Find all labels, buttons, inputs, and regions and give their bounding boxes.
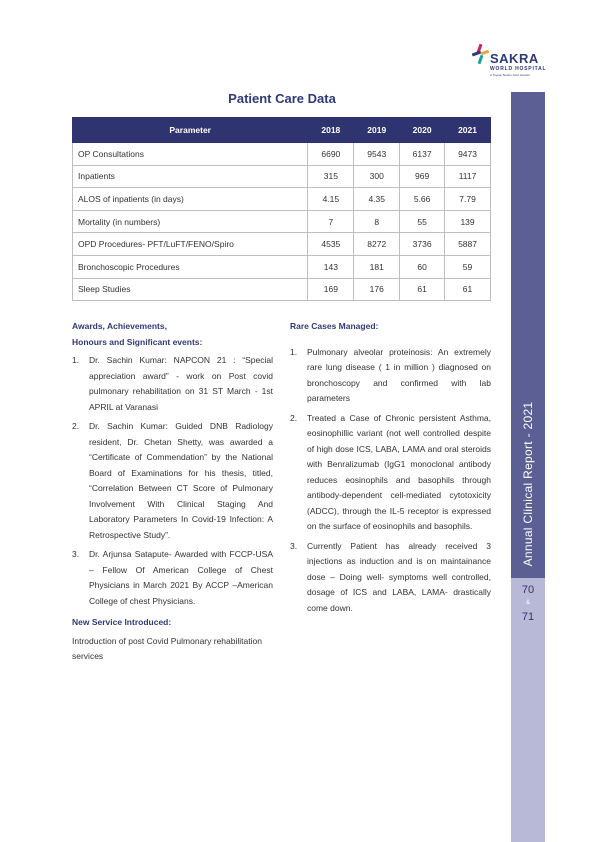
table-row [73,255,491,278]
logo-subtitle: WORLD HOSPITAL [490,66,547,72]
table-row [73,165,491,188]
table-cell: OPD Procedures- PFT/LuFT/FENO/Spiro [73,233,308,256]
table-cell: 55 [400,210,445,233]
section-heading: Honours and Significant events: [72,336,203,347]
list-number: 1. [290,346,298,357]
table-cell: Mortality (in numbers) [73,210,308,233]
table-cell: 4.15 [308,188,354,211]
table-cell: 169 [308,278,354,301]
report-title: Annual Clinical Report - 2021 [521,401,535,567]
list-number: 2. [72,421,80,431]
list-number: 1. [72,355,80,365]
table-row [73,233,491,256]
table-cell: 9543 [354,143,400,166]
awards-list [72,353,273,609]
table-cell: 300 [354,165,400,188]
table-cell: 8 [354,210,400,233]
page-number-left: 70 [521,584,535,596]
column-header: 2019 [354,118,400,143]
table-cell: 143 [308,255,354,278]
list-item-text: Pulmonary alveolar proteinosis: An extremely rare lung disease ( 1 in million ) diagnosed on bronchoscopy and confirmed with lab parameters [307,346,491,403]
table-cell: 59 [445,255,491,278]
table-cell: 4535 [308,233,354,256]
page-number-right: 71 [521,611,535,623]
table-row [73,210,491,233]
new-service-text: Introduction of post Covid Pulmonary rehabilitation services [72,635,262,661]
logo-name: SAKRA [490,51,539,66]
table-cell: 61 [400,278,445,301]
column-header: 2018 [308,118,354,143]
table-row [73,188,491,211]
table-cell: 176 [354,278,400,301]
section-heading: New Service Introduced: [72,617,172,627]
column-header: 2020 [400,118,445,143]
list-item [290,345,491,407]
table-cell: 315 [308,165,354,188]
list-item-text: Dr. Sachin Kumar: Guided DNB Radiology resident, Dr. Chetan Shetty, was awarded a “Certificate of Commendation” by the National Board of Examinations for his thesis, titled, “Correlation Between CT Score of Pulmonary Involvement With Clinical Staging And Laboratory Parameters In Covid-19 Infection: A Retrospective Study”. [89,421,273,540]
list-item [290,411,491,535]
patient-care-table [72,117,491,301]
table-row [73,278,491,301]
table-cell: 6690 [308,143,354,166]
table-cell: Sleep Studies [73,278,308,301]
list-item-text: Currently Patient has already received 3 injections as induction and is on maintainance dose – Doing well- symptoms well controlled, dosage of ICS and LABA, LAMA- drastically come down. [307,540,491,613]
page-number-amp: & [525,600,530,606]
list-number: 3. [290,540,298,551]
table-cell: Bronchoscopic Procedures [73,255,308,278]
table-cell: 9473 [445,143,491,166]
hospital-logo [470,42,550,92]
table-cell: 7 [308,210,354,233]
table-cell: 139 [445,210,491,233]
awards-section [72,319,273,665]
list-number: 3. [72,549,80,559]
rare-cases-section [290,319,491,620]
table-cell: 5.66 [400,188,445,211]
table-cell: 6137 [400,143,445,166]
table-cell: ALOS of inpatients (in days) [73,188,308,211]
table-cell: 60 [400,255,445,278]
list-item-text: Dr. Arjunsa Satapute- Awarded with FCCP-USA – Fellow Of American College of Chest Physicians in March 2021 By ACCP –American College of chest Physicians. [89,549,273,606]
table-cell: Inpatients [73,165,308,188]
rare-cases-list [290,345,491,617]
list-item [72,547,273,609]
section-heading: Rare Cases Managed: [290,321,379,331]
table-cell: 5887 [445,233,491,256]
list-item-text: Treated a Case of Chronic persistent Asthma, eosinophillic variant (not well controlled despite of high dose ICS, LABA, LAMA and oral steroids with Benralizumab (IgG1 monoclonal antibody reduces eosinophils and basophils through antibody-dependent cell-mediated cytotoxicity (ADCC), through the IL-5 receptor is expressed on the surface of eosinophils and basophils. [307,412,491,531]
table-cell: 969 [400,165,445,188]
list-number: 2. [290,412,298,423]
list-item [72,419,273,543]
table-cell: 61 [445,278,491,301]
list-item-text: Dr. Sachin Kumar: NAPCON 21 : “Special appreciation award” - work on Post covid pulmonary rehabilitation on 31 ST March - 1st APRIL at Varanasi [89,355,273,412]
table-cell: 1117 [445,165,491,188]
column-header: 2021 [445,118,491,143]
table-cell: 3736 [400,233,445,256]
logo-tagline: A Toyota Tsusho Joint Venture [490,73,531,77]
page-title: Patient Care Data [228,91,336,106]
table-header-row [73,118,491,143]
table-cell: 181 [354,255,400,278]
table-row [73,143,491,166]
table-cell: 8272 [354,233,400,256]
column-header: Parameter [73,118,308,143]
list-item [290,539,491,617]
section-heading: Awards, Achievements, [72,321,167,331]
table-cell: 4.35 [354,188,400,211]
list-item [72,353,273,415]
table-cell: OP Consultations [73,143,308,166]
table-cell: 7.79 [445,188,491,211]
sakra-logo-icon [470,42,490,72]
